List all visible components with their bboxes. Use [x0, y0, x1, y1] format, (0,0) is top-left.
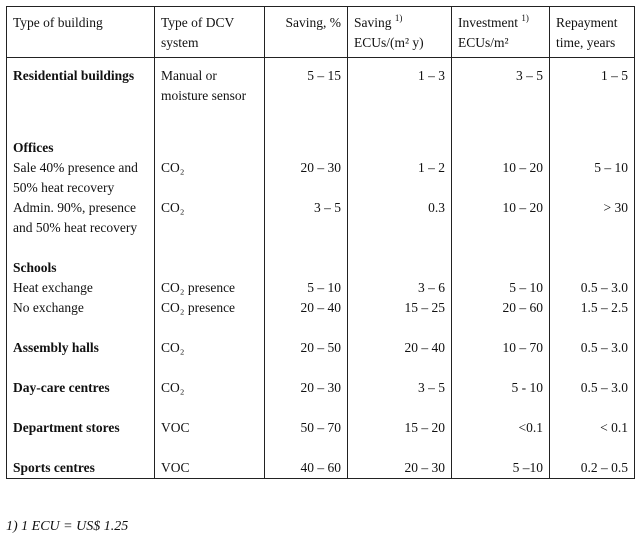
header-saving-percent: Saving, % — [265, 7, 348, 58]
row-dcv: Manual or moisture sensor — [155, 58, 265, 107]
row-building: Sports centres — [7, 438, 155, 479]
row-repayment: 0.5 – 3.0 — [550, 278, 635, 298]
row-investment: 3 – 5 — [452, 58, 550, 107]
table-row — [7, 398, 635, 438]
row-investment: <0.1 — [452, 398, 550, 438]
row-building: Heat exchange — [7, 278, 155, 298]
table-row — [7, 358, 635, 398]
header-dcv-system: Type of DCV system — [155, 7, 265, 58]
row-saving-percent: 20 – 40 — [265, 298, 348, 318]
row-dcv: CO₂ — [155, 318, 265, 358]
row-saving-percent: 3 – 5 — [265, 198, 348, 238]
row-repayment: 0.2 – 0.5 — [550, 438, 635, 479]
header-investment — [452, 7, 550, 58]
row-saving-percent: 20 – 30 — [265, 158, 348, 198]
header-saving-ecu — [348, 7, 452, 58]
section-row — [7, 238, 635, 278]
row-dcv: CO₂ — [155, 358, 265, 398]
investment-label: Investment — [458, 15, 518, 30]
row-investment: 10 – 20 — [452, 158, 550, 198]
row-repayment: < 0.1 — [550, 398, 635, 438]
row-repayment: 1.5 – 2.5 — [550, 298, 635, 318]
saving-label: Saving — [354, 15, 392, 30]
row-saving-ecu: 3 – 5 — [348, 358, 452, 398]
row-saving-ecu: 15 – 20 — [348, 398, 452, 438]
row-building: Admin. 90%, presence and 50% heat recovery — [7, 198, 155, 238]
row-saving-ecu: 1 – 2 — [348, 158, 452, 198]
row-saving-ecu: 0.3 — [348, 198, 452, 238]
row-investment: 10 – 20 — [452, 198, 550, 238]
header-row — [7, 7, 635, 58]
row-repayment: 0.5 – 3.0 — [550, 318, 635, 358]
table-row — [7, 438, 635, 479]
row-saving-ecu: 1 – 3 — [348, 58, 452, 107]
section-heading: Offices — [7, 126, 155, 158]
section-row — [7, 126, 635, 158]
row-dcv: CO₂ — [155, 198, 265, 238]
saving-footnote-mark: 1) — [394, 13, 403, 23]
row-dcv: CO₂ presence — [155, 298, 265, 318]
header-repayment: Repayment time, years — [550, 7, 635, 58]
section-heading: Schools — [7, 238, 155, 278]
row-saving-percent: 20 – 30 — [265, 358, 348, 398]
row-building: Department stores — [7, 398, 155, 438]
row-repayment: > 30 — [550, 198, 635, 238]
table-row — [7, 278, 635, 298]
row-investment: 5 - 10 — [452, 358, 550, 398]
row-saving-percent: 20 – 50 — [265, 318, 348, 358]
row-investment: 5 – 10 — [452, 278, 550, 298]
row-building: Day-care centres — [7, 358, 155, 398]
row-saving-percent: 40 – 60 — [265, 438, 348, 479]
row-investment: 20 – 60 — [452, 298, 550, 318]
table-row — [7, 58, 635, 107]
row-building: No exchange — [7, 298, 155, 318]
header-type-of-building: Type of building — [7, 7, 155, 58]
row-dcv: VOC — [155, 438, 265, 479]
row-building: Assembly halls — [7, 318, 155, 358]
row-building: Residential buildings — [7, 58, 155, 107]
table-row — [7, 198, 635, 238]
row-repayment: 5 – 10 — [550, 158, 635, 198]
footnote: 1) 1 ECU = US$ 1.25 — [6, 519, 129, 534]
table-row — [7, 318, 635, 358]
row-saving-ecu: 15 – 25 — [348, 298, 452, 318]
row-dcv: CO₂ — [155, 158, 265, 198]
row-repayment: 1 – 5 — [550, 58, 635, 107]
row-saving-percent: 5 – 10 — [265, 278, 348, 298]
row-investment: 10 – 70 — [452, 318, 550, 358]
row-saving-percent: 50 – 70 — [265, 398, 348, 438]
row-investment: 5 –10 — [452, 438, 550, 479]
row-saving-ecu: 20 – 40 — [348, 318, 452, 358]
saving-unit: ECUs/(m² y) — [354, 35, 424, 50]
table-row — [7, 158, 635, 198]
investment-unit: ECUs/m² — [458, 35, 509, 50]
row-repayment: 0.5 – 3.0 — [550, 358, 635, 398]
dcv-savings-table — [6, 6, 635, 479]
row-dcv: VOC — [155, 398, 265, 438]
row-building: Sale 40% presence and 50% heat recovery — [7, 158, 155, 198]
investment-footnote-mark: 1) — [521, 13, 529, 23]
row-dcv: CO₂ presence — [155, 278, 265, 298]
table-row — [7, 298, 635, 318]
row-saving-ecu: 3 – 6 — [348, 278, 452, 298]
row-saving-percent: 5 – 15 — [265, 58, 348, 107]
row-saving-ecu: 20 – 30 — [348, 438, 452, 479]
